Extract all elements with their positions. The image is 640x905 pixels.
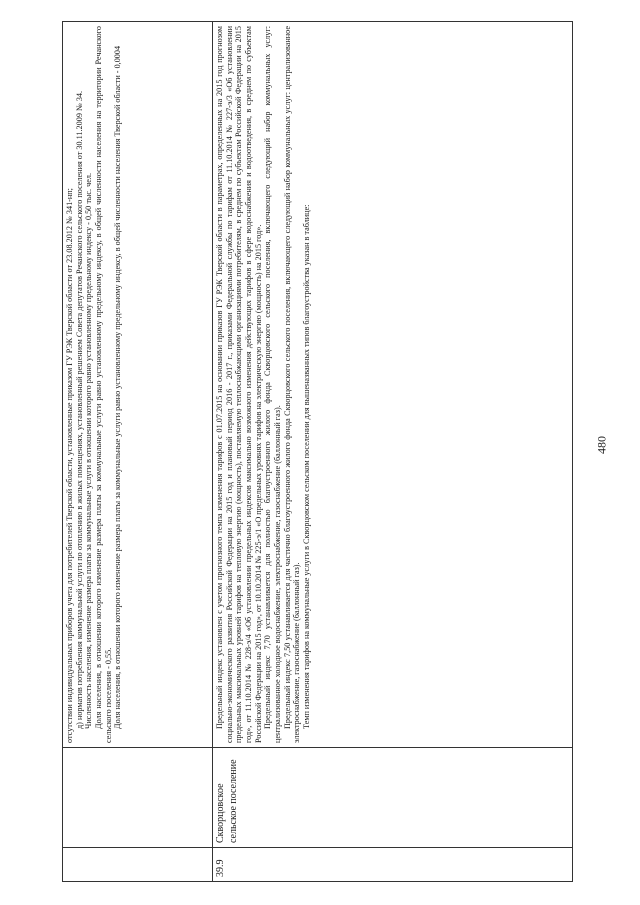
paragraph: Темп изменения тарифов на коммунальные услуги в Скворцовском сельском поселении для вышеназванных типов благоустройства указан в таблице: (302, 204, 312, 729)
paragraph: Численность населения, изменение размера платы за коммунальные услуги в отношении которого равно установленному предельному индексу - 0,50 тыс. чел. (84, 172, 94, 729)
page-number-text: 480 (594, 436, 609, 454)
row-number: 39.9 (213, 848, 573, 882)
paragraph: Доля населения, в отношении которого изменение размера платы за коммунальные услуги равно установленному предельному индексу, в общей численности населения на территории Речанского сельского поселения - 0,55. (94, 26, 113, 743)
paragraph: Предельный индекс 7,50 устанавливается для частично благоустроенного жилого фонда Скворцовского сельского поселения, включающего следующий набор коммунальных услуг: централизованное электроснабжение, газоснабжение (баллонный газ). (282, 26, 302, 743)
paragraph: Предельный индекс 7,70 устанавливается для полностью благоустроенного жилого фонда Скворцовского сельского поселения, включающего следующий набор коммунальных услуг: централизованное холодное водоснабжение, электроснабжение, газоснабжение (баллонный газ). (263, 26, 283, 743)
row-text (213, 22, 573, 748)
row-text (63, 22, 213, 748)
settlement-name: Скворцовское сельское поселение (213, 748, 573, 848)
settlement-name (63, 748, 213, 848)
table-row (63, 22, 213, 882)
paragraph: Доля населения, в отношении которого изменение размера платы за коммунальные услуги равно установленному предельному индексу, в общей численности населения Тверской области - 0,0004 (113, 45, 123, 729)
document-table-rotated (62, 22, 572, 882)
paragraph: отсутствии индивидуальных приборов учета для потребителей Тверской области, установленные приказом ГУ РЭК Тверской области от 23.08.2012 № 341-нп; (65, 188, 74, 743)
paragraph: Предельный индекс установлен с учетом прогнозного темпа изменения тарифов с 01.07.2015 на основании приказов ГУ РЭК Тверской области в параметрах, определенных на 2015 год прогнозом социально-экономического развития Российской Федерации на 2015 год и плановый период 2016 - 2017 г., приказами Федеральной службы по тарифам от 11.10.2014 № 227-э/3 «Об установлении предельных максимальных уровней тарифов на тепловую энергию (мощность), поставляемую теплоснабжающими организациями потребителям, в среднем по субъектам Российской Федерации на 2015 год», от 11.10.2014 № 228-э/4 «Об установлении предельных индексов максимально возможного изменения действующих тарифов в сфере водоснабжения и водоотведения, в среднем по субъектам Российской Федерации на 2015 год», от 10.10.2014 № 225-э/1 «О предельных уровнях тарифов на электрическую энергию (мощность) на 2015 год». (215, 26, 263, 743)
row-number (63, 848, 213, 882)
table-row (213, 22, 573, 882)
document-table (62, 21, 573, 882)
paragraph: д) норматив потребления коммунальной услуги по отоплению в жилых помещениях, установленный решением Совета депутатов Речанского сельского поселения от 30.11.2009 № 34. (74, 90, 84, 729)
